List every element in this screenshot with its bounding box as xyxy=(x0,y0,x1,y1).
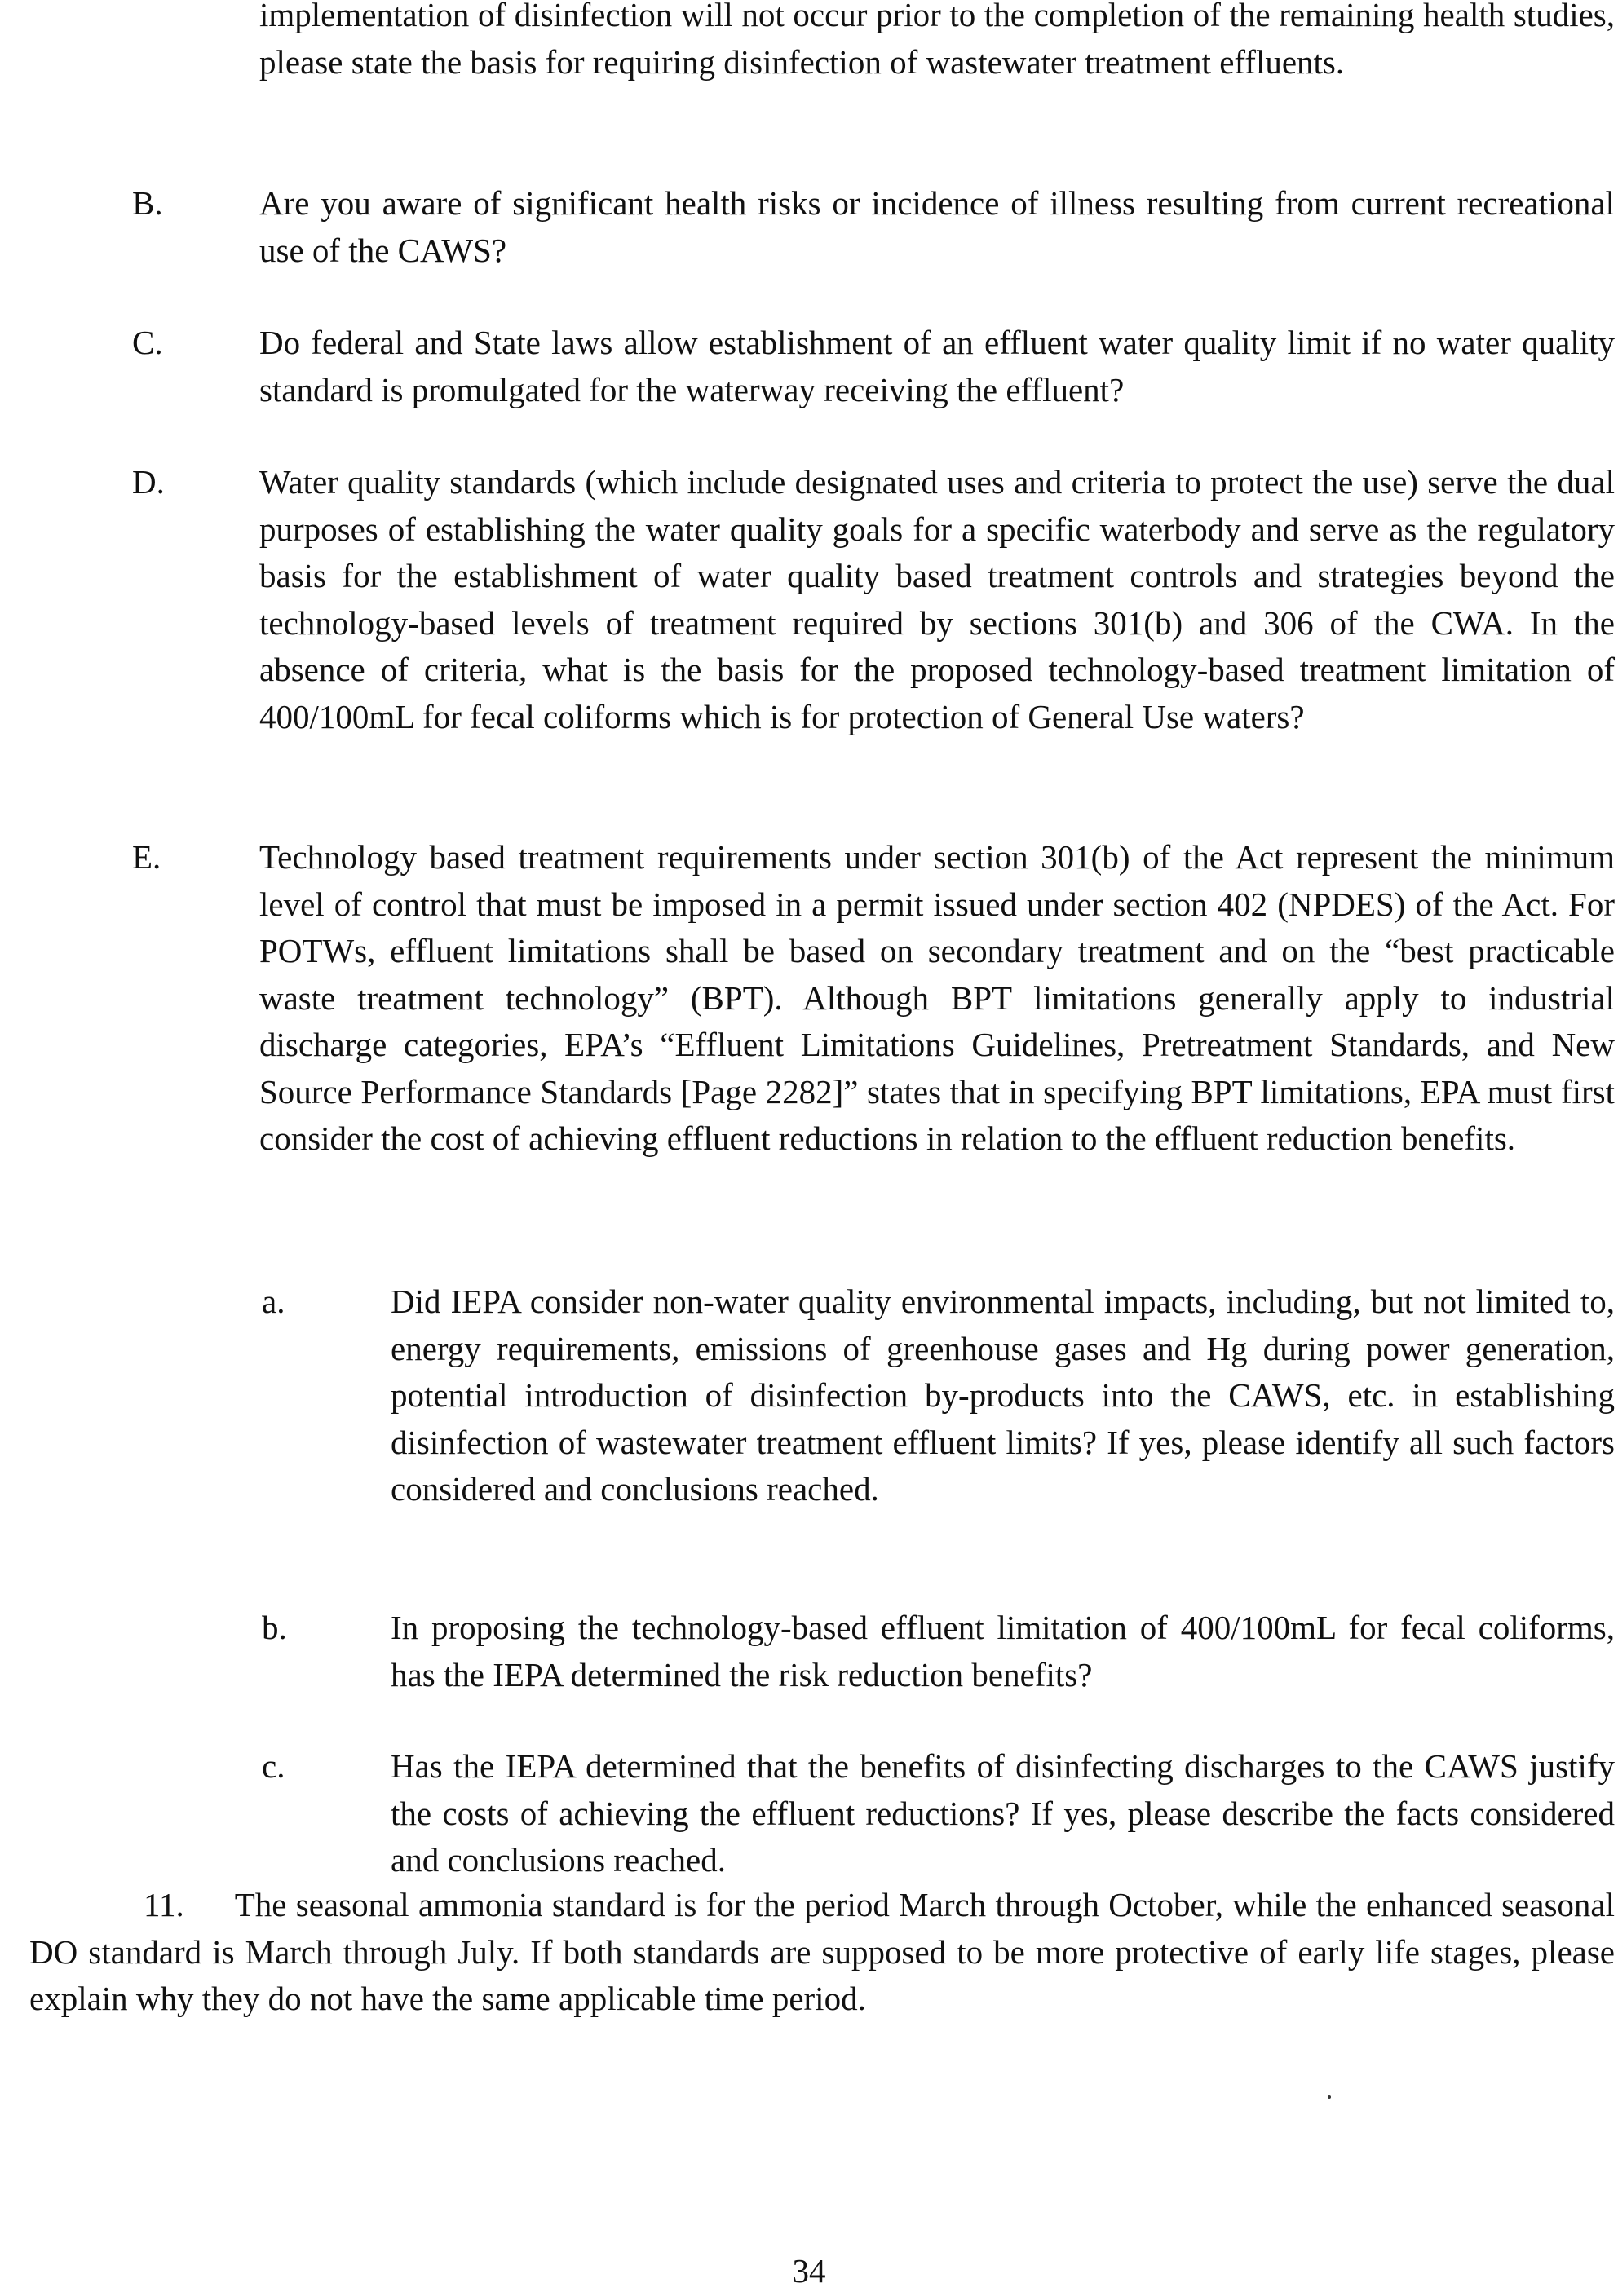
item-11-text: The seasonal ammonia standard is for the period March through October, while the enhanced seasonal DO standard is March through July. If both standards are supposed to be more protective of early life stages, please explain why they do not have the same applicable time period. xyxy=(29,1886,1615,2017)
question-b-text: Are you aware of significant health risks or incidence of illness resulting from current recreational use of the CAWS? xyxy=(259,184,1615,269)
continuation-paragraph: implementation of disinfection will not occur prior to the completion of the remaining health studies, please state the basis for requiring disinfection of wastewater treatment effluents. xyxy=(259,0,1615,81)
question-b-label: B. xyxy=(132,184,163,222)
item-11-paragraph xyxy=(29,1882,1615,2023)
question-e-label: E. xyxy=(132,838,161,876)
question-d-label: D. xyxy=(132,463,165,501)
subquestion-b-label: b. xyxy=(262,1609,287,1646)
subquestion-b-text: In proposing the technology-based effluent limitation of 400/100mL for fecal coliforms, has the IEPA determined the risk reduction benefits? xyxy=(391,1609,1615,1693)
subquestion-c-text: Has the IEPA determined that the benefits of disinfecting discharges to the CAWS justify the costs of achieving the effluent reductions? If yes, please describe the facts considered and conclusions reached. xyxy=(391,1747,1615,1879)
subquestion-a-text: Did IEPA consider non-water quality environmental impacts, including, but not limited to, energy requirements, emissions of greenhouse gases and Hg during power generation, potential introduction of disinfection by-products into the CAWS, etc. in establishing disinfection of wastewater treatment effluent limits? If yes, please identify all such factors considered and conclusions reached. xyxy=(391,1283,1615,1508)
item-11-label: 11. xyxy=(144,1886,184,1923)
page-number: 34 xyxy=(792,2252,826,2289)
stray-mark xyxy=(1328,2095,1331,2099)
subquestion-a-label: a. xyxy=(262,1283,285,1320)
subquestion-c-label: c. xyxy=(262,1747,285,1785)
question-c-text: Do federal and State laws allow establishment of an effluent water quality limit if no water quality standard is promulgated for the waterway receiving the effluent? xyxy=(259,324,1615,408)
question-d-text: Water quality standards (which include designated uses and criteria to protect the use) serve the dual purposes of establishing the water quality goals for a specific waterbody and serve as the regulatory basis for the establishment of water quality based treatment controls and strategies beyond the technology-based levels of treatment required by sections 301(b) and 306 of the CWA. In the absence of criteria, what is the basis for the proposed technology-based treatment limitation of 400/100mL for fecal coliforms which is for protection of General Use waters? xyxy=(259,463,1615,735)
question-e-text: Technology based treatment requirements under section 301(b) of the Act represent the minimum level of control that must be imposed in a permit issued under section 402 (NPDES) of the Act. For POTWs, effluent limitations shall be based on secondary treatment and on the “best practicable waste treatment technology” (BPT). Although BPT limitations generally apply to industrial discharge categories, EPA’s “Effluent Limitations Guidelines, Pretreatment Standards, and New Source Performance Standards [Page 2282]” states that in specifying BPT limitations, EPA must first consider the cost of achieving effluent reductions in relation to the effluent reduction benefits. xyxy=(259,838,1615,1157)
question-c-label: C. xyxy=(132,324,163,361)
